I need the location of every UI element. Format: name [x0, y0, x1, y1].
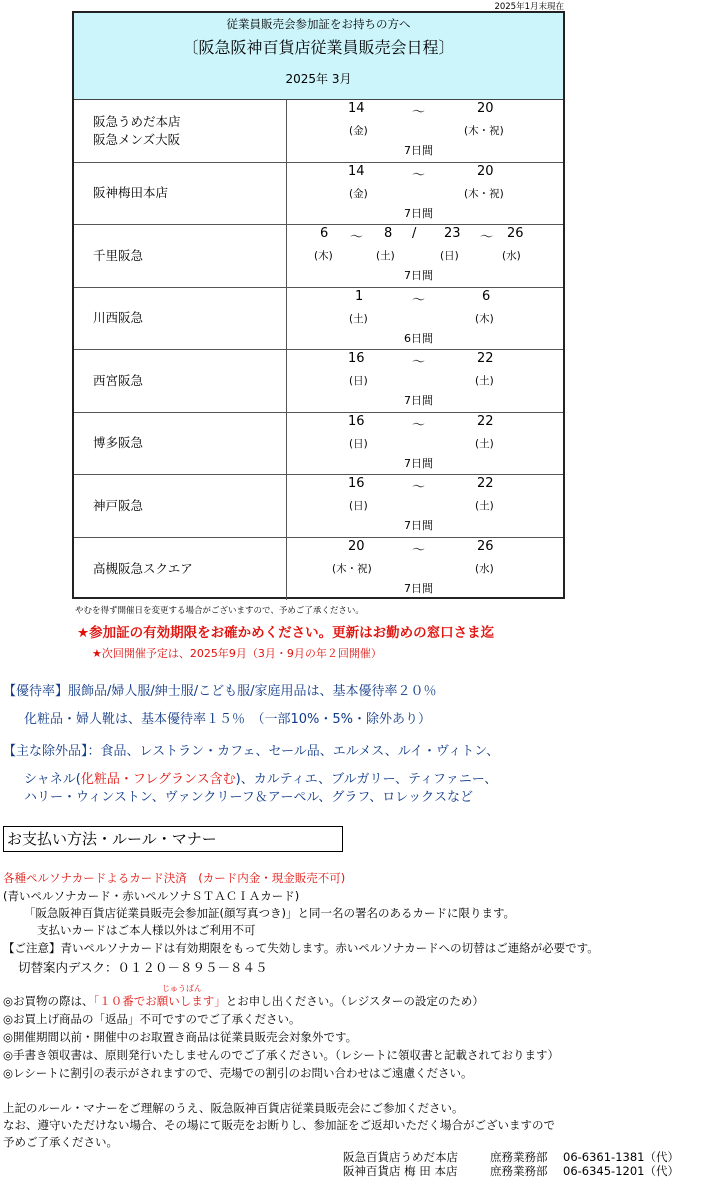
exclusions-line1: 【主な除外品】：食品、レストラン・カフェ、セール品、エルメス、ルイ・ヴィトン、	[3, 744, 500, 759]
end-date: 26	[507, 226, 524, 241]
end-weekday: (土)	[475, 500, 494, 512]
duration: 7日間	[404, 206, 433, 220]
store-name: 博多阪急	[74, 413, 287, 475]
duration: 7日間	[404, 519, 433, 532]
closing-line: 上記のルール・マナーをご理解のうえ、阪急阪神百貨店従業員販売会にご参加ください。	[3, 1101, 464, 1115]
end-date: 22	[477, 413, 494, 429]
header-title: 〔阪急阪神百貨店従業員販売会日程〕	[182, 38, 455, 57]
schedule-row	[74, 538, 563, 601]
end-date: 8	[384, 226, 393, 241]
exclusions-label: 【主な除外品】	[3, 744, 88, 759]
date-separator: ～	[412, 355, 426, 370]
schedule-row	[74, 350, 563, 413]
start-date: 16	[348, 413, 365, 429]
payment-line: 支払いカードはご本人様以外はご利用不可	[37, 923, 256, 937]
next-event-alert: ★次回開催予定は、2025年9月（3月・9月の年２回開催）	[92, 647, 382, 660]
store-name: 阪急うめだ本店 阪急メンズ大阪	[74, 100, 287, 162]
rule-item: ◎開催期間以前・開催中のお取置き商品は従業員販売会対象外です。	[3, 1030, 358, 1044]
payment-line: (青いペルソナカード・赤いペルソナＳＴＡＣＩＡカード)	[3, 889, 300, 903]
end-weekday: (土)	[475, 437, 494, 450]
discount-line1: 【優待率】服飾品/婦人服/紳士服/こども服/家庭用品は、基本優待率２０％	[3, 684, 437, 699]
payment-line: 「阪急阪神百貨店従業員販売会参加証(顔写真つき)」と同一名の署名のあるカードに限ります。	[24, 906, 516, 920]
exclusions-line2: シャネル(化粧品・フレグランス含む)、カルティエ、ブルガリー、ティファニー、	[24, 772, 498, 787]
start-weekday: (木・祝)	[332, 562, 372, 575]
closing-line: 予めご了承ください。	[3, 1135, 118, 1149]
date-separator: ～	[412, 105, 426, 120]
start-date: 23	[444, 226, 461, 241]
start-weekday: (日)	[349, 437, 368, 450]
end-weekday: (木)	[475, 312, 494, 325]
date-separator: ～	[412, 480, 426, 495]
contact-phone: 06-6361-1381（代）	[563, 1150, 679, 1164]
end-date: 6	[482, 288, 491, 304]
contact-store: 阪神百貨店 梅 田 本店	[343, 1164, 458, 1178]
date-separator: ～	[350, 230, 364, 245]
start-date: 6	[320, 226, 329, 241]
start-date: 20	[348, 538, 365, 554]
start-weekday: (土)	[349, 312, 368, 325]
schedule-table	[72, 11, 565, 599]
payment-section-title: お支払い方法・ルール・マナー	[3, 826, 343, 852]
as-of-date: 2025年1月末現在	[494, 2, 564, 12]
schedule-row	[74, 163, 563, 226]
contact-store: 阪急百貨店うめだ本店	[343, 1150, 458, 1164]
date-separator: ～	[480, 230, 494, 245]
weekday: (日)	[440, 250, 459, 262]
store-name: 阪神梅田本店	[74, 163, 287, 225]
date-separator: ～	[412, 167, 426, 183]
store-name: 千里阪急	[74, 225, 287, 287]
payment-caution: 【ご注意】青いペルソナカードは有効期限をもって失効します。赤いペルソナカードへの切替はご連絡が必要です。	[3, 941, 599, 955]
end-weekday: (土)	[475, 375, 494, 387]
end-date: 20	[477, 101, 494, 116]
start-date: 16	[348, 476, 365, 491]
switch-desk-phone: 切替案内デスク：０１２０－８９５－８４５	[18, 960, 268, 975]
schedule-row	[74, 475, 563, 538]
schedule-note: やむを得ず開催日を変更する場合がございますので、予めご了承ください。	[75, 606, 364, 616]
start-date: 14	[348, 101, 365, 116]
exclusions-line3: ハリー・ウィンストン、ヴァンクリーフ＆アーペル、グラフ、ロレックスなど	[24, 790, 474, 805]
payment-method-title: 各種ペルソナカードよるカード決済 (カード内金・現金販売不可)	[3, 871, 346, 885]
start-date: 1	[355, 288, 364, 304]
contact-phone: 06-6345-1201（代）	[563, 1164, 679, 1178]
store-name: 西宮阪急	[74, 350, 287, 412]
weekday: (土)	[376, 250, 395, 262]
end-date: 22	[477, 476, 494, 491]
schedule-row	[74, 288, 563, 351]
date-separator: ～	[412, 542, 426, 558]
start-weekday: (日)	[349, 375, 368, 387]
start-date: 16	[348, 351, 365, 366]
header-line1: 従業員販売会参加証をお持ちの方へ	[226, 17, 411, 31]
rule-item: ◎お買物の際は、「１０番でお願いします」とお申し出ください。（レジスターの設定のため）	[3, 994, 484, 1008]
header-month: 2025年 3月	[285, 72, 352, 86]
closing-line: なお、遵守いただけない場合、その場にて販売をお断りし、参加証をご返却いただく場合がございますので	[3, 1118, 555, 1132]
store-name: 川西阪急	[74, 288, 287, 350]
date-separator: ～	[412, 417, 426, 433]
schedule-row	[74, 100, 563, 163]
start-weekday: (日)	[349, 500, 368, 512]
store-name: 神戸阪急	[74, 475, 287, 537]
weekday: (水)	[502, 250, 521, 262]
end-date: 26	[477, 538, 494, 554]
rule-item: ◎手書き領収書は、原則発行いたしませんのでご了承ください。（レシートに領収書と記載されております）	[3, 1048, 559, 1062]
weekday: (木)	[314, 250, 333, 262]
contact-dept: 庶務業務部	[490, 1150, 548, 1164]
schedule-row	[74, 413, 563, 476]
start-date: 14	[348, 163, 365, 179]
discount-line2: 化粧品・婦人靴は、基本優待率１５％ （一部10%・5%・除外あり）	[24, 712, 432, 727]
schedule-row	[74, 225, 563, 288]
duration: 7日間	[404, 456, 433, 470]
duration: 7日間	[404, 269, 433, 282]
end-date: 20	[477, 163, 494, 179]
duration: 6日間	[404, 331, 433, 345]
store-name: 高槻阪急スクエア	[74, 538, 287, 601]
schedule-header	[74, 13, 563, 100]
contact-dept: 庶務業務部	[490, 1164, 548, 1178]
start-weekday: (金)	[349, 187, 368, 200]
rule-item: ◎お買上げ商品の「返品」不可ですのでご了承ください。	[3, 1012, 301, 1026]
end-weekday: (水)	[475, 562, 494, 575]
duration: 7日間	[404, 394, 433, 407]
duration: 7日間	[404, 581, 433, 595]
end-weekday: (木・祝)	[464, 187, 504, 200]
range-separator: /	[412, 226, 417, 241]
validity-alert: ★参加証の有効期限をお確かめください。更新はお勤めの窓口さま迄	[77, 625, 495, 641]
end-weekday: (木・祝)	[464, 125, 504, 137]
start-weekday: (金)	[349, 125, 368, 137]
rule-item: ◎レシートに割引の表示がされますので、売場での割引のお問い合わせはご遠慮ください。	[3, 1066, 473, 1080]
duration: 7日間	[404, 144, 433, 157]
ruby-annotation: じゅうばん	[162, 984, 202, 993]
end-date: 22	[477, 351, 494, 366]
date-separator: ～	[412, 292, 426, 308]
discount-label: 【優待率】	[3, 684, 69, 699]
